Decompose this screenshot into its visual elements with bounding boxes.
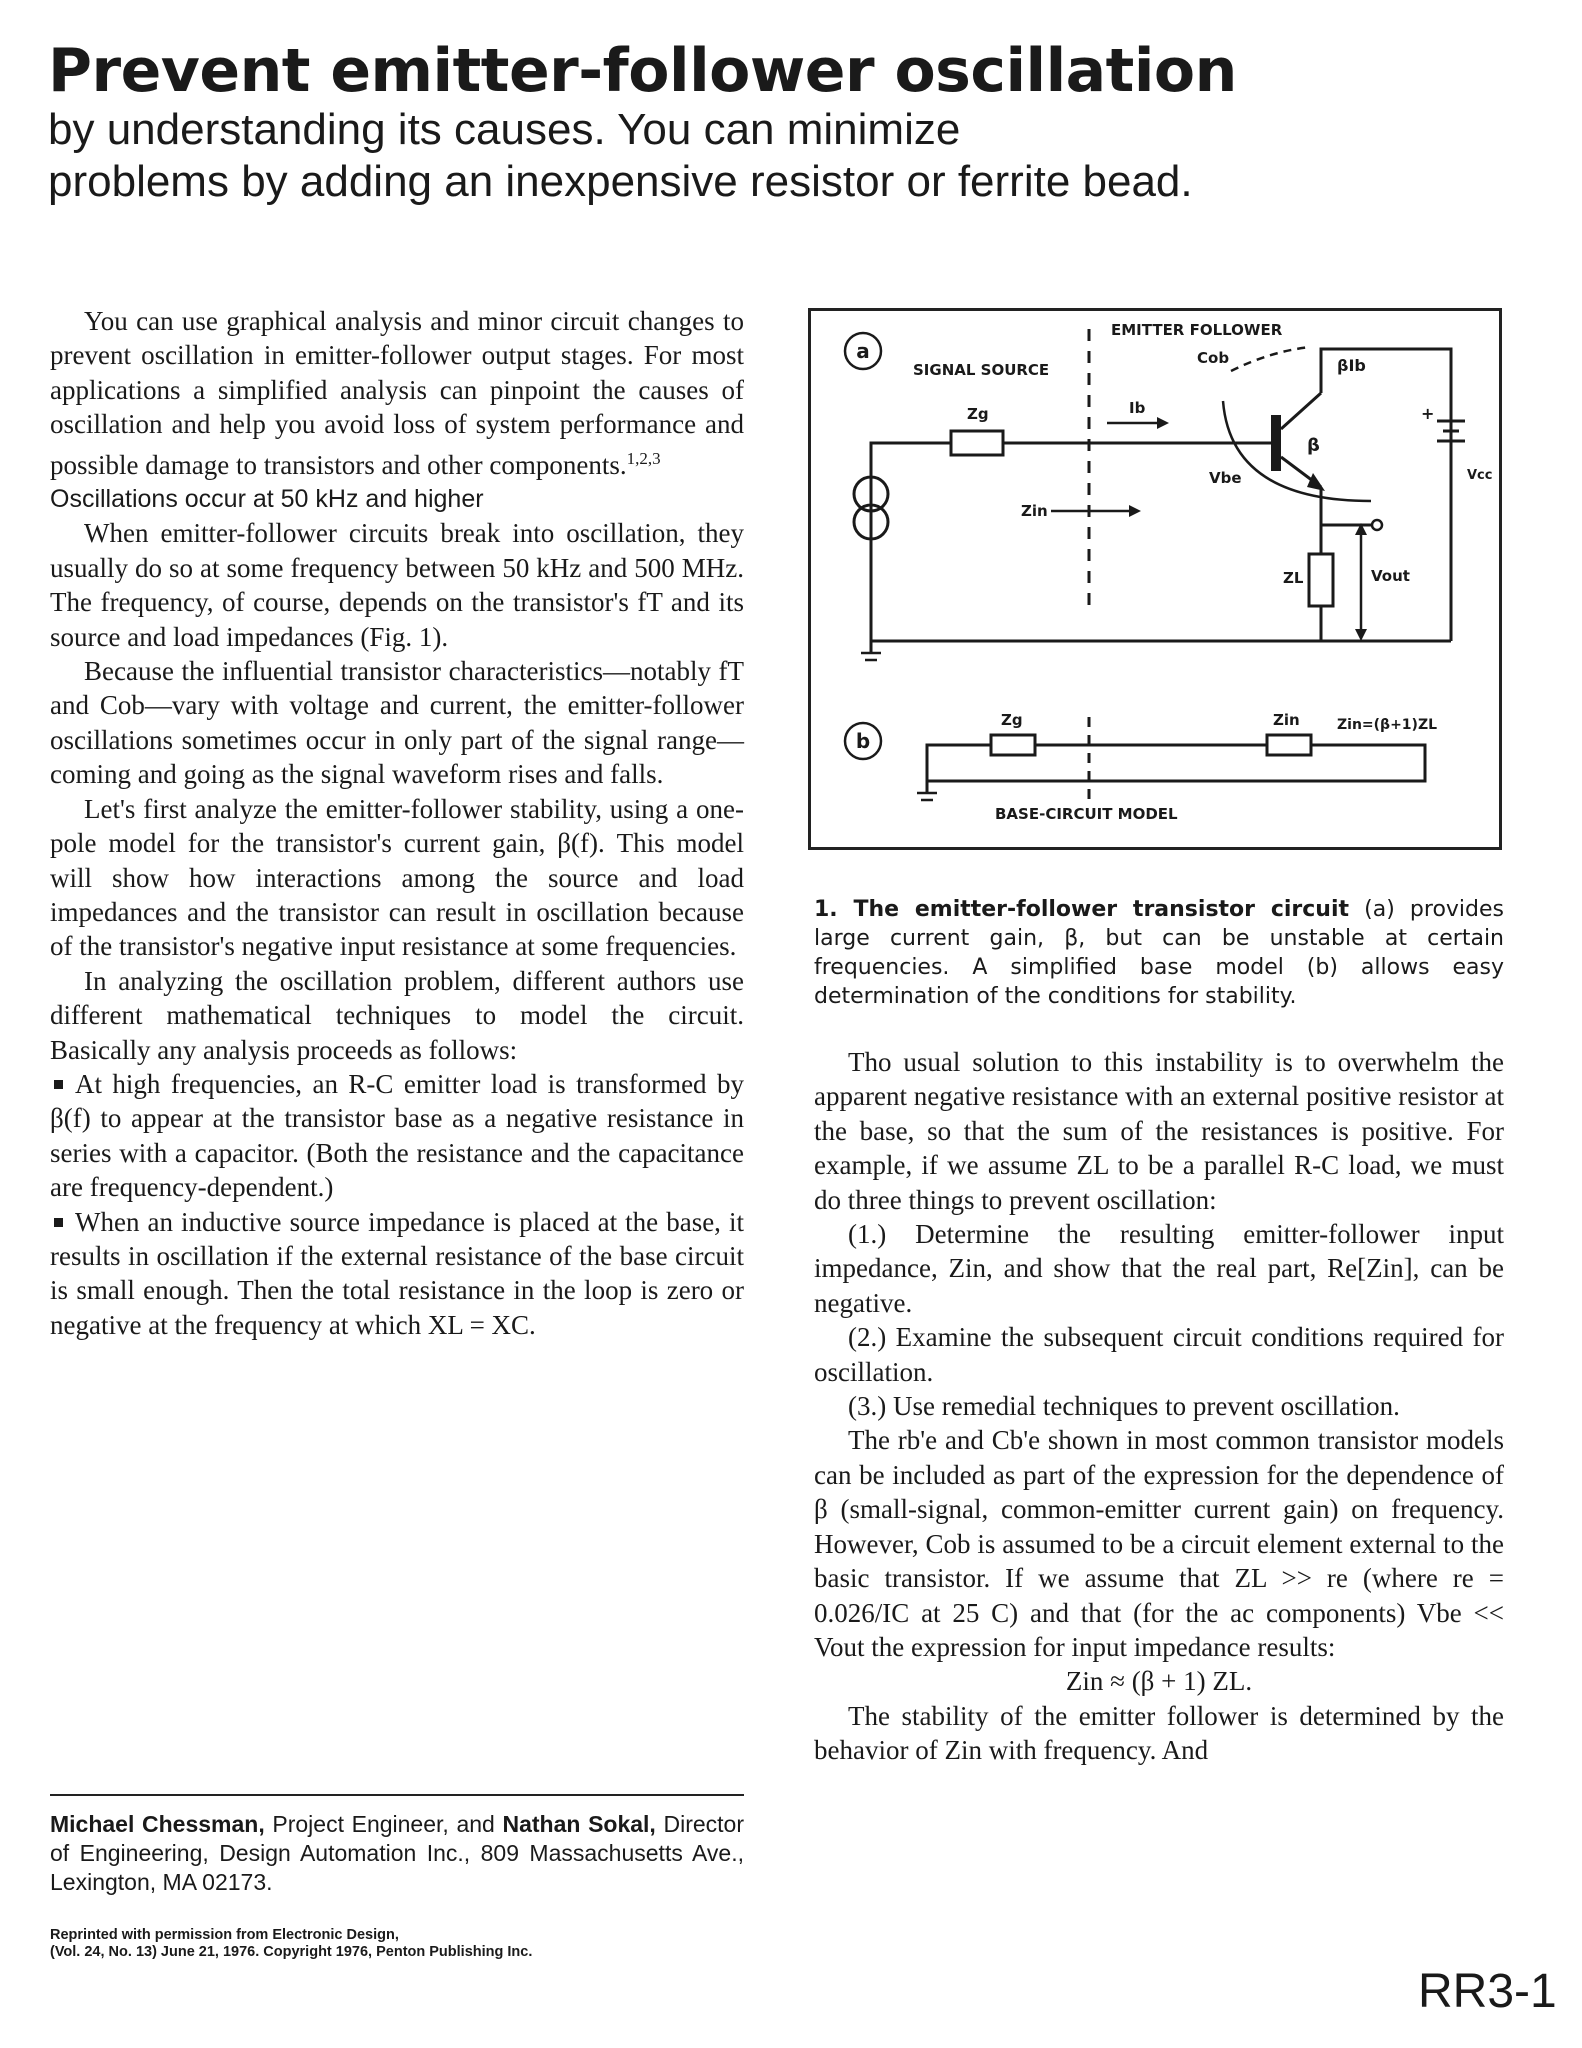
author-name: Michael Chessman, [50, 1811, 265, 1837]
step-item: (1.) Determine the resulting emitter-follower input impedance, Zin, and show that the real part, Re[Zin], can be negative. [814, 1219, 1504, 1318]
label-b: b [855, 729, 871, 753]
output-terminal-icon [1372, 520, 1382, 530]
paragraph: When emitter-follower circuits break into oscillation, they usually do so at some frequency between 50 kHz and 500 MHz. The frequency, of course, depends on the transistor's fT and its source and load impedances (Fig. 1). [50, 518, 744, 652]
step-item: (3.) Use remedial techniques to prevent oscillation. [848, 1391, 1400, 1422]
author-name: Nathan Sokal, [502, 1811, 656, 1837]
emitter-follower-label: EMITTER FOLLOWER [1111, 321, 1283, 339]
right-column [814, 1045, 1504, 1768]
bullet-square-icon [54, 1080, 63, 1089]
equation: Zin ≈ (β + 1) ZL. [1065, 1666, 1253, 1697]
step-item: (2.) Examine the subsequent circuit conditions required for oscillation. [814, 1322, 1504, 1387]
caption-text: (a) provides large current gain, β, but can be unstable at certain frequencies. A simplified base model (b) allows easy determination of the conditions for stability. [814, 897, 1505, 1009]
bullet-item [50, 1067, 744, 1205]
reprint-notice [50, 1927, 750, 1961]
paragraph: Tho usual solution to this instability is to overwhelm the apparent negative resistance with an external positive resistor at the base, so that the sum of the resistances is positive. For example, if we assume ZL to be a parallel R-C load, we must do three things to prevent oscillation: [814, 1047, 1504, 1215]
transistor-collector [1281, 393, 1321, 429]
subtitle-line-2: problems by adding an inexpensive resistor or ferrite bead. [48, 157, 1193, 206]
zg-b-resistor [991, 735, 1035, 755]
author-divider [50, 1794, 744, 1796]
beta-ib-label: βIb [1337, 356, 1366, 375]
vcc-label: Vcc [1467, 468, 1493, 483]
wire [927, 745, 1425, 781]
battery-plus-sign: + [1421, 404, 1435, 423]
zin-b-label: Zin [1273, 711, 1300, 729]
zl-label: ZL [1283, 569, 1304, 587]
emitter-wire [1321, 487, 1371, 525]
wire [871, 443, 951, 641]
beta-label: β [1307, 435, 1320, 456]
signal-source-label: SIGNAL SOURCE [913, 361, 1050, 379]
paragraph: The rb'e and Cb'e shown in most common transistor models can be included as part of the expression for the dependence of β (small-signal, common-emitter current gain) on frequency. However, Cob is assumed to be a circuit element external to the basic transistor. If we assume that ZL >> re (where re = 0.026/IC at 25 C) and that (for the ac components) Vbe << Vout the expression for input impedance results: [814, 1425, 1504, 1662]
zin-arrow-head [1129, 505, 1141, 517]
section-heading: Oscillations occur at 50 kHz and higher [50, 485, 484, 514]
paragraph: Let's first analyze the emitter-follower stability, using a one-pole model for the transistor's current gain, β(f). This model will show how interactions among the source and load impedances and the transistor can result in oscillation because of the transistor's negative input resistance at some frequencies. [50, 793, 744, 962]
bullet-square-icon [54, 1218, 63, 1227]
collector-wire [1321, 349, 1451, 641]
zin-b-resistor [1267, 735, 1311, 755]
zg-label: Zg [967, 405, 989, 423]
intro-text: You can use graphical analysis and minor circuit changes to prevent oscillation in emitter-follower output stages. For most applications a simplified analysis can pinpoint the causes of oscillation and help you avoid loss of system performance and possible damage to transistors and other components. [50, 306, 744, 480]
zin-equation-label: Zin=(β+1)ZL [1337, 717, 1438, 733]
intro-paragraph [50, 304, 744, 482]
left-column [50, 304, 744, 1342]
vout-arrow-head [1355, 629, 1367, 641]
figure-1-circuit-diagram [808, 308, 1502, 850]
reprint-line-2: (Vol. 24, No. 13) June 21, 1976. Copyright 1976, Penton Publishing Inc. [50, 1944, 533, 1960]
headline [48, 38, 1548, 208]
vout-label: Vout [1371, 567, 1410, 585]
article-title: Prevent emitter-follower oscillation [48, 36, 1237, 106]
paragraph: Because the influential transistor characteristics—notably fT and Cob—vary with voltage and current, the emitter-follower oscillations sometimes occur in only part of the signal range—coming and going as the signal waveform rises and falls. [50, 656, 744, 790]
zl-resistor [1309, 554, 1333, 606]
base-model-label: BASE-CIRCUIT MODEL [995, 805, 1178, 823]
cob-dashed-path [1231, 347, 1311, 371]
zg-b-label: Zg [1001, 711, 1023, 729]
ib-arrow-head [1157, 417, 1169, 429]
zin-label: Zin [1021, 502, 1048, 520]
paragraph: The stability of the emitter follower is determined by the behavior of Zin with frequency. And [814, 1700, 1504, 1766]
reprint-line-1: Reprinted with permission from Electronic Design, [50, 1927, 399, 1943]
vbe-label: Vbe [1209, 469, 1242, 487]
label-a: a [856, 339, 870, 363]
bullet-text: At high frequencies, an R-C emitter load is transformed by β(f) to appear at the transistor base as a negative resistance in series with a capacitor. (Both the resistance and the capacitance are frequency-dependent.) [50, 1068, 744, 1203]
ib-label: Ib [1129, 399, 1146, 417]
bullet-text: When an inductive source impedance is placed at the base, it results in oscillation if the external resistance of the base circuit is small enough. Then the total resistance in the loop is zero or negative at the frequency at which XL = XC. [50, 1206, 744, 1340]
caption-title: 1. The emitter-follower transistor circuit [814, 897, 1350, 922]
author-role: Project Engineer, and [264, 1811, 503, 1837]
author-info [50, 1810, 744, 1897]
author-role: Director of Engineering, Design Automation Inc., 809 Massachusetts Ave., Lexington, MA 02173. [50, 1811, 744, 1895]
figure-caption [814, 895, 1504, 1011]
paragraph: In analyzing the oscillation problem, different authors use different mathematical techniques to model the circuit. Basically any analysis proceeds as follows: [50, 965, 744, 1065]
intro-refs: 1,2,3 [626, 448, 661, 468]
circuit-schematic [811, 311, 1499, 847]
transistor-base-bar [1271, 415, 1281, 471]
subtitle-line-1: by understanding its causes. You can minimize [48, 105, 961, 154]
zg-resistor [951, 431, 1003, 455]
cob-label: Cob [1197, 349, 1230, 367]
bullet-item [50, 1205, 744, 1343]
wire [927, 745, 991, 781]
page-number: RR3-1 [1418, 1965, 1557, 2018]
